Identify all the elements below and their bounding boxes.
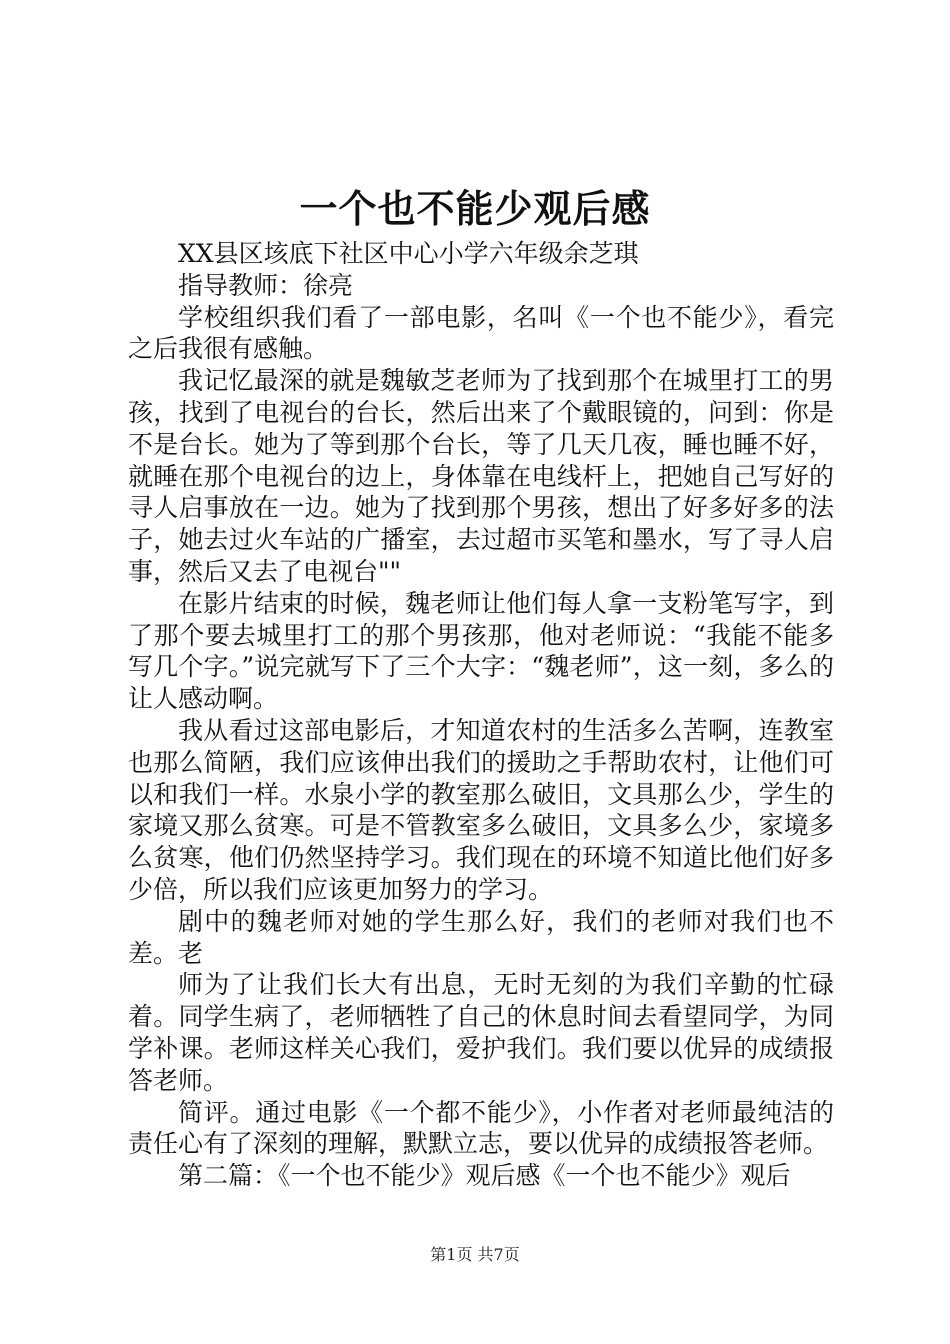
document-title: 一个也不能少观后感	[299, 187, 651, 231]
page-number: 第1页 共7页	[430, 1245, 520, 1264]
document-body	[128, 238, 834, 1192]
paragraph: 我记忆最深的就是魏敏芝老师为了找到那个在城里打工的男孩，找到了电视台的台长，然后出来了个戴眼镜的，问到：你是不是台长。她为了等到那个台长，等了几天几夜，睡也睡不好，就睡在那个电视台的边上，身体靠在电线杆上，把她自己写好的寻人启事放在一边。她为了找到那个男孩，想出了好多好多的法子，她去过火车站的广播室，去过超市买笔和墨水，写了寻人启事，然后又去了电视台""	[128, 366, 834, 586]
paragraph: 师为了让我们长大有出息，无时无刻的为我们辛勤的忙碌着。同学生病了，老师牺牲了自己的休息时间去看望同学，为同学补课。老师这样关心我们，爱护我们。我们要以优异的成绩报答老师。	[128, 970, 834, 1095]
paragraph: 剧中的魏老师对她的学生那么好，我们的老师对我们也不差。老	[128, 906, 834, 968]
paragraph: 在影片结束的时候，魏老师让他们每人拿一支粉笔写字，到了那个要去城里打工的那个男孩那，他对老师说：“我能不能多写几个字。”说完就写下了三个大字：“魏老师”，这一刻，多么的让人感动啊。	[128, 588, 834, 714]
paragraph: 我从看过这部电影后，才知道农村的生活多么苦啊，连教室也那么简陋，我们应该伸出我们的援助之手帮助农村，让他们可以和我们一样。水泉小学的教室那么破旧，文具那么少，学生的家境又那么贫寒。可是不管教室多么破旧，文具多么少，家境多么贫寒，他们仍然坚持学习。我们现在的环境不知道比他们好多少倍，所以我们应该更加努力的学习。	[128, 715, 834, 904]
author-line: XX县区垓底下社区中心小学六年级余芝琪	[178, 239, 639, 268]
paragraph: 简评。通过电影《一个都不能少》，小作者对老师最纯洁的责任心有了深刻的理解，默默立志，要以优异的成绩报答老师。	[128, 1097, 834, 1159]
teacher-line: 指导教师：徐亮	[178, 270, 354, 300]
paragraph: 学校组织我们看了一部电影，名叫《一个也不能少》，看完之后我很有感触。	[128, 302, 834, 364]
paragraph: 第二篇：《一个也不能少》观后感《一个也不能少》观后	[178, 1161, 791, 1191]
